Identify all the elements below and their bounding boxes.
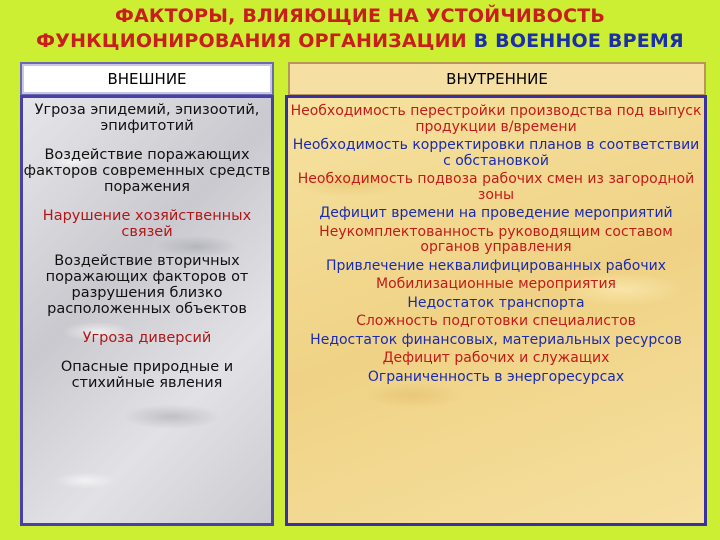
factor-item: Недостаток транспорта bbox=[407, 294, 585, 311]
factor-item: Дефицит рабочих и служащих bbox=[382, 350, 610, 366]
factor-item: Угроза эпидемий, эпизоотий, эпифитотий bbox=[34, 102, 260, 134]
title-line-2-red: ФУНКЦИОНИРОВАНИЯ ОРГАНИЗАЦИИ bbox=[36, 30, 474, 52]
page-title bbox=[0, 4, 720, 54]
internal-factors-panel bbox=[285, 95, 707, 526]
external-factors-list bbox=[23, 102, 271, 404]
factor-item: Воздействие вторичных поражающих факторов от разрушения близко расположенных объектов bbox=[45, 253, 249, 317]
factor-item: Воздействие поражающих факторов современных средств поражения bbox=[23, 147, 271, 195]
factor-item: Мобилизационные мероприятия bbox=[376, 276, 616, 292]
factor-item: Недостаток финансовых, материальных ресурсов bbox=[310, 331, 682, 348]
title-line-2-blue: В ВОЕННОЕ ВРЕМЯ bbox=[473, 30, 684, 52]
factor-item: Привлечение неквалифицированных рабочих bbox=[325, 257, 667, 274]
title-line-1: ФАКТОРЫ, ВЛИЯЮЩИЕ НА УСТОЙЧИВОСТЬ bbox=[114, 5, 606, 27]
factor-item: Нарушение хозяйственных связей bbox=[42, 208, 252, 240]
factor-item: Угроза диверсий bbox=[82, 330, 212, 346]
factor-item: Необходимость перестройки производства под выпуск продукции в/времени bbox=[290, 103, 702, 135]
internal-header: ВНУТРЕННИЕ bbox=[288, 62, 706, 96]
factor-item: Сложность подготовки специалистов bbox=[356, 313, 636, 329]
factor-item: Необходимость корректировки планов в соответствии с обстановкой bbox=[292, 137, 700, 169]
external-factors-panel bbox=[20, 95, 274, 526]
internal-factors-list bbox=[288, 104, 704, 388]
title-line-2 bbox=[0, 29, 720, 54]
factor-item: Дефицит времени на проведение мероприятий bbox=[319, 205, 673, 221]
factor-item: Необходимость подвоза рабочих смен из загородной зоны bbox=[297, 171, 695, 203]
factor-item: Неукомплектованность руководящим составом органов управления bbox=[319, 223, 673, 255]
external-header: ВНЕШНИЕ bbox=[20, 62, 274, 96]
factor-item: Опасные природные и стихийные явления bbox=[60, 359, 234, 391]
factor-item: Ограниченность в энергоресурсах bbox=[367, 368, 625, 385]
